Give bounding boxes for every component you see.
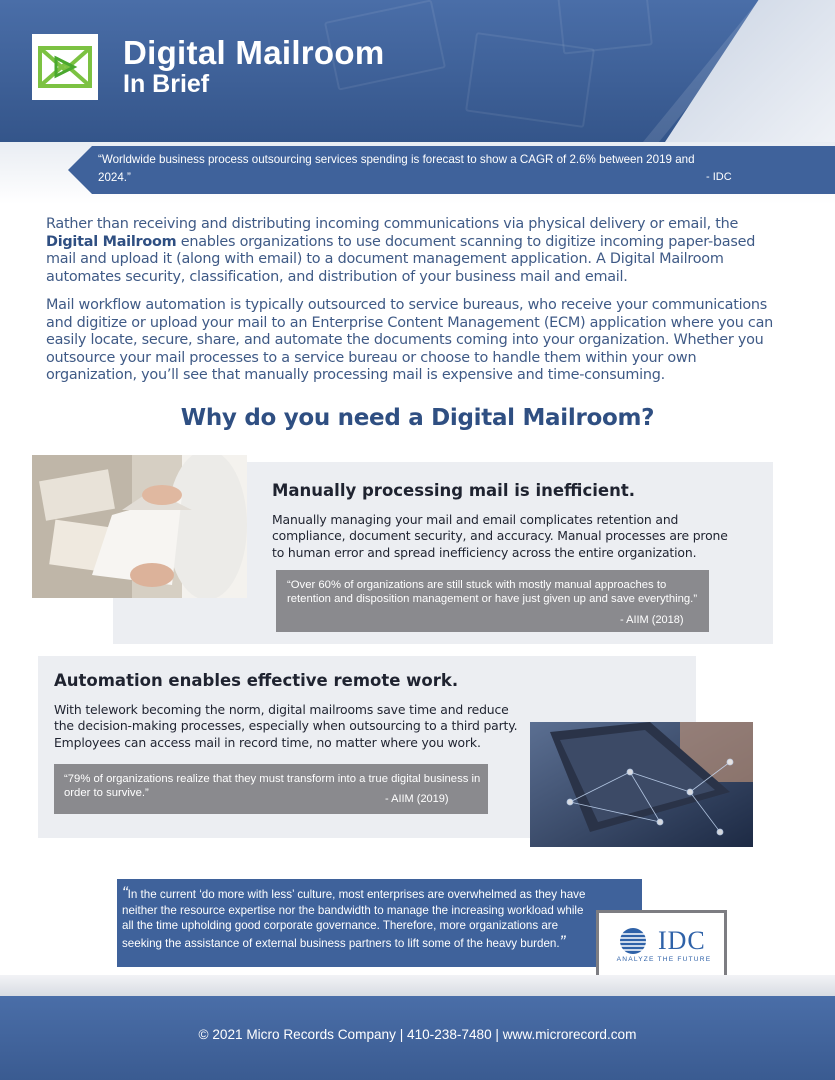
open-quote-mark: “ — [122, 883, 128, 902]
card2-title: Automation enables effective remote work. — [54, 671, 459, 690]
header-accent-panel — [665, 0, 835, 142]
card1-body: Manually managing your mail and email complicates retention and compliance, document security, and accuracy. Manual processes are prone to human error and spread inefficiency across the entire organization. — [272, 512, 728, 560]
section-heading: Why do you need a Digital Mailroom? — [180, 405, 655, 431]
card1-quote-source: - AIIM (2018) — [620, 614, 684, 626]
idc-logo-tagline: ANALYZE THE FUTURE — [616, 956, 712, 963]
card2-quote-source: - AIIM (2019) — [385, 793, 449, 805]
footer-contact-text: © 2021 Micro Records Company | 410-238-7480 | www.microrecord.com — [198, 1027, 637, 1042]
network-photo-image — [530, 722, 753, 847]
idc-logo-word: IDC — [658, 926, 706, 955]
card1-quote-text: “Over 60% of organizations are still stuck with mostly manual approaches to retention and disposition management or have just given up and save everything.” — [287, 579, 698, 605]
bottom-quote-text — [122, 885, 592, 951]
intro-paragraph-2: Mail workflow automation is typically outsourced to service bureaus, who receive your communications and digitize or upload your mail to an Enterprise Content Management (ECM) application where you can easily locate, secure, share, and automate the documents coming into your organization. Whether you outsource your mail processes to a service bureau or choose to handle them within your own organization, you’ll see that manually processing mail is expensive and time-consuming. — [46, 297, 774, 384]
page-title: Digital Mailroom — [123, 34, 385, 71]
globe-icon — [615, 926, 659, 956]
envelope-logo-icon — [34, 36, 96, 98]
decorative-envelope-icon — [557, 0, 653, 55]
card2-quote-text: “79% of organizations realize that they must transform into a true digital business in order to survive.” — [64, 773, 481, 799]
intro-text: enables organizations to use document scanning to digitize incoming paper-based mail and upload it (along with email) to a document management application. A Digital Mailroom automates security, classification, and distribution of your business mail and email. — [46, 233, 756, 285]
top-quote-text: “Worldwide business process outsourcing services spending is forecast to show a CAGR of 2.6% between 2019 and 2024.” — [98, 153, 695, 184]
photo-opening-mail — [32, 455, 247, 598]
photo-laptop-network — [530, 722, 753, 847]
card1-title: Manually processing mail is inefficient. — [272, 481, 635, 500]
intro-paragraph-1 — [46, 216, 776, 286]
footer-separator — [0, 975, 835, 997]
intro-text: Rather than receiving and distributing incoming communications via physical delivery or email, the — [46, 216, 739, 232]
card2-body: With telework becoming the norm, digital mailrooms save time and reduce the decision-making processes, especially when outsourcing to a third party. Employees can access mail in record time, no matter where you work. — [54, 702, 518, 750]
close-quote-mark: ” — [559, 931, 566, 951]
mailroom-logo — [32, 34, 98, 100]
page-subtitle: In Brief — [123, 70, 210, 98]
top-quote-source: - IDC — [706, 171, 732, 183]
bottom-quote-body: In the current ‘do more with less’ culture, most enterprises are overwhelmed as they have neither the resource expertise nor the bandwidth to manage the increasing workload while all the time upholding good corporate governance. Therefore, more organizations are seeking the assistance of external business partners to lift some of the heavy burden. — [122, 888, 586, 950]
intro-bold-term: Digital Mailroom — [46, 233, 177, 250]
mail-photo-image — [32, 455, 247, 598]
